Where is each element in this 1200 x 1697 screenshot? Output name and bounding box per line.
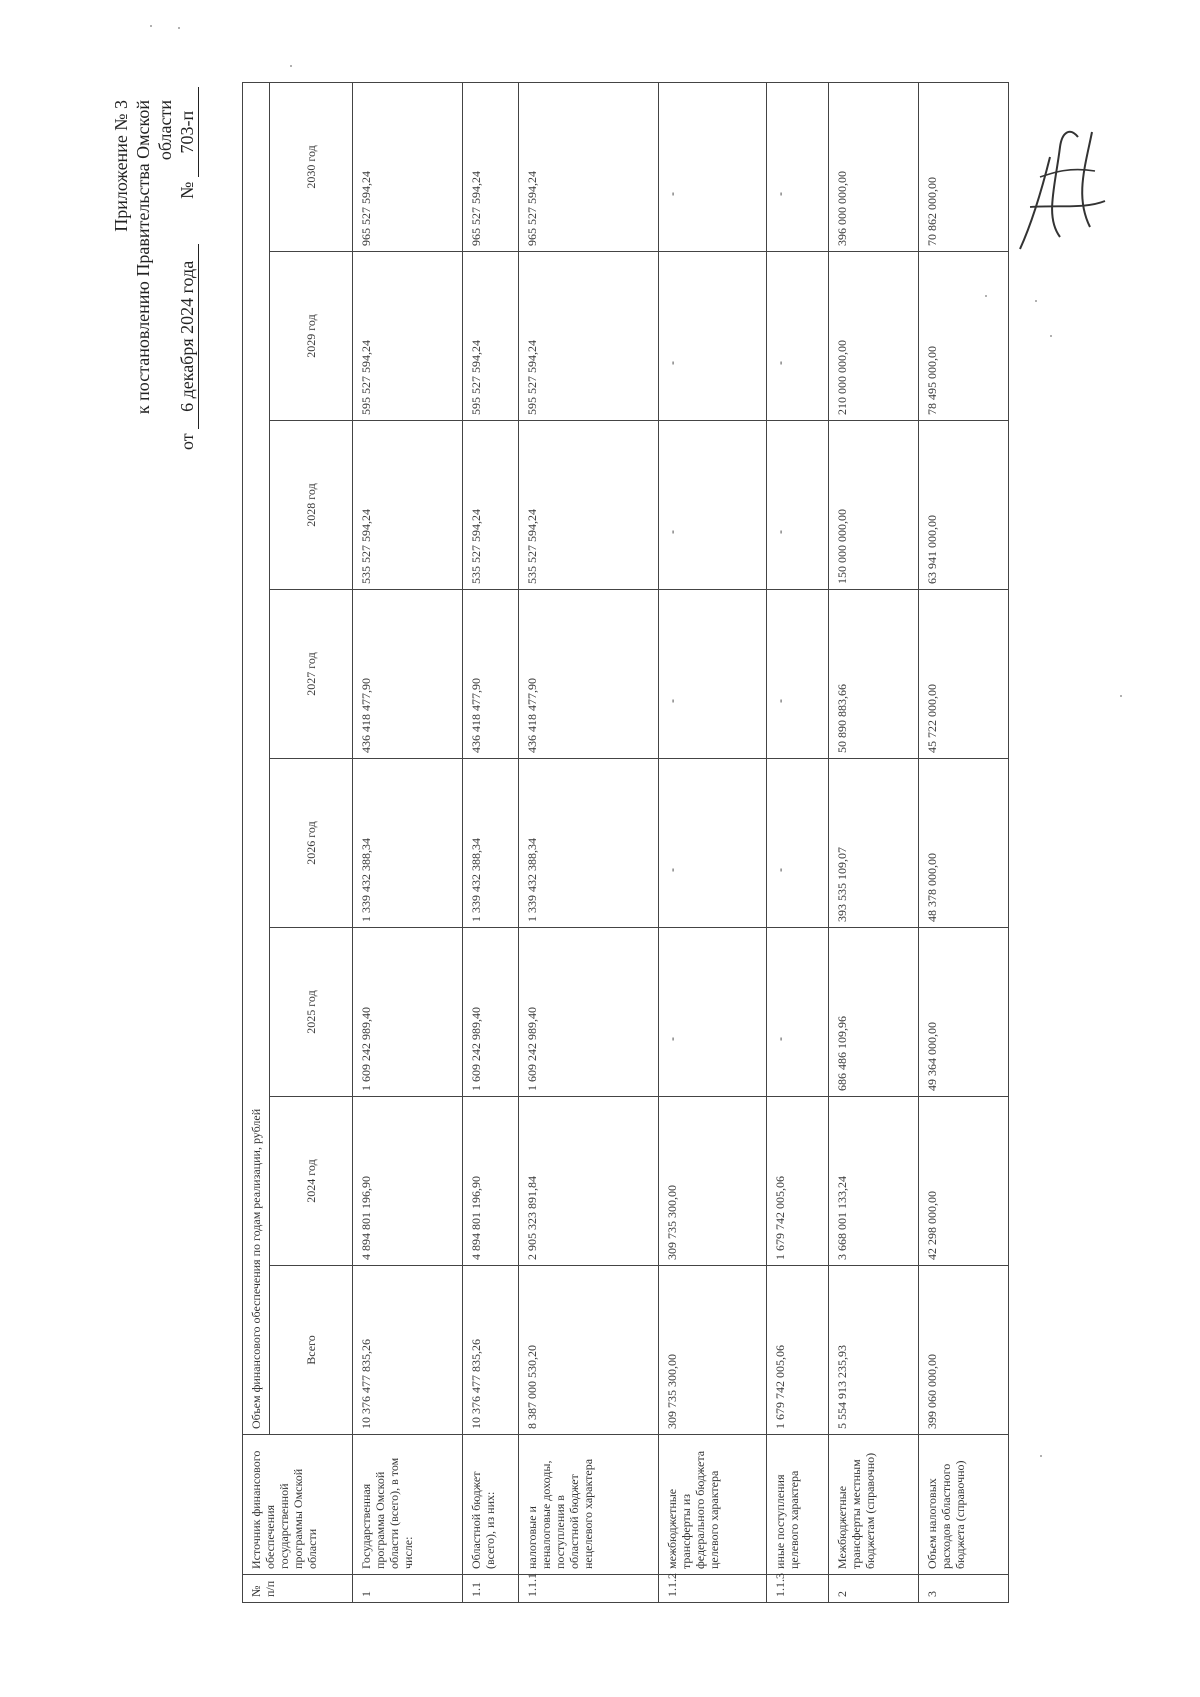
row-value bbox=[767, 590, 829, 759]
value-dash: - bbox=[773, 868, 787, 872]
row-source: межбюджетные трансферты из федерального бюджета целевого характера bbox=[659, 1435, 767, 1575]
row-number: 3 bbox=[919, 1575, 1009, 1603]
year-header-row bbox=[270, 82, 353, 1602]
table-row bbox=[659, 82, 767, 1602]
row-source: Объем налоговых расходов областного бюджета (справочно) bbox=[919, 1435, 1009, 1575]
row-value: 686 486 109,96 bbox=[829, 928, 919, 1097]
value-dash: - bbox=[665, 361, 679, 365]
row-source: Государственная программа Омской области (всего), в том числе: bbox=[353, 1435, 463, 1575]
row-value: 150 000 000,00 bbox=[829, 421, 919, 590]
row-value bbox=[659, 421, 767, 590]
row-value: 63 941 000,00 bbox=[919, 421, 1009, 590]
row-value: 436 418 477,90 bbox=[463, 590, 519, 759]
row-value: 5 554 913 235,93 bbox=[829, 1266, 919, 1435]
row-value bbox=[767, 928, 829, 1097]
row-number: 2 bbox=[829, 1575, 919, 1603]
row-value: 78 495 000,00 bbox=[919, 252, 1009, 421]
col-source-header: Источник финансового обеспечения государственной программы Омской области bbox=[243, 1435, 353, 1575]
year-header: Всего bbox=[270, 1266, 353, 1435]
value-dash: - bbox=[773, 361, 787, 365]
value-dash: - bbox=[665, 530, 679, 534]
row-value: 8 387 000 530,20 bbox=[519, 1266, 659, 1435]
decree-date-number bbox=[176, 100, 199, 460]
decree-reference: к постановлению Правительства Омской области bbox=[133, 100, 175, 415]
row-value: 436 418 477,90 bbox=[519, 590, 659, 759]
appendix-header bbox=[110, 100, 199, 460]
row-value bbox=[767, 759, 829, 928]
year-header: 2028 год bbox=[270, 421, 353, 590]
year-header: 2029 год bbox=[270, 252, 353, 421]
row-value: 4 894 801 196,90 bbox=[353, 1097, 463, 1266]
row-value: 595 527 594,24 bbox=[353, 252, 463, 421]
row-source: налоговые и неналоговые доходы, поступления в областной бюджет нецелевого характера bbox=[519, 1435, 659, 1575]
row-value: 1 339 432 388,34 bbox=[463, 759, 519, 928]
table-row bbox=[919, 82, 1009, 1602]
row-value: 396 000 000,00 bbox=[829, 82, 919, 251]
row-value: 210 000 000,00 bbox=[829, 252, 919, 421]
table-row bbox=[463, 82, 519, 1602]
row-value bbox=[659, 759, 767, 928]
year-header: 2024 год bbox=[270, 1097, 353, 1266]
decree-date: 6 декабря 2024 года bbox=[176, 244, 199, 429]
row-value: 535 527 594,24 bbox=[353, 421, 463, 590]
row-value: 1 609 242 989,40 bbox=[353, 928, 463, 1097]
row-number: 1.1.1 bbox=[519, 1575, 659, 1603]
row-value: 3 668 001 133,24 bbox=[829, 1097, 919, 1266]
value-dash: - bbox=[773, 699, 787, 703]
row-value: 535 527 594,24 bbox=[463, 421, 519, 590]
value-dash: - bbox=[665, 192, 679, 196]
value-dash: - bbox=[665, 1037, 679, 1041]
row-value bbox=[659, 590, 767, 759]
row-value: 42 298 000,00 bbox=[919, 1097, 1009, 1266]
table-row bbox=[353, 82, 463, 1602]
row-value: 1 339 432 388,34 bbox=[353, 759, 463, 928]
row-value bbox=[659, 82, 767, 251]
table-row bbox=[519, 82, 659, 1602]
row-value: 1 609 242 989,40 bbox=[463, 928, 519, 1097]
year-header: 2030 год bbox=[270, 82, 353, 251]
row-value: 393 535 109,07 bbox=[829, 759, 919, 928]
row-value: 965 527 594,24 bbox=[463, 82, 519, 251]
row-value: 965 527 594,24 bbox=[519, 82, 659, 251]
row-value: 1 609 242 989,40 bbox=[519, 928, 659, 1097]
value-dash: - bbox=[773, 192, 787, 196]
row-value bbox=[659, 252, 767, 421]
row-value: 535 527 594,24 bbox=[519, 421, 659, 590]
row-value: 1 679 742 005,06 bbox=[767, 1097, 829, 1266]
row-value bbox=[659, 928, 767, 1097]
row-value: 70 862 000,00 bbox=[919, 82, 1009, 251]
year-header: 2025 год bbox=[270, 928, 353, 1097]
value-dash: - bbox=[665, 868, 679, 872]
date-prefix: от bbox=[177, 433, 197, 450]
row-number: 1.1.3 bbox=[767, 1575, 829, 1603]
decree-number: 703-п bbox=[176, 87, 199, 177]
row-number: 1.1 bbox=[463, 1575, 519, 1603]
row-value: 48 378 000,00 bbox=[919, 759, 1009, 928]
row-value bbox=[767, 82, 829, 251]
value-dash: - bbox=[773, 530, 787, 534]
row-value: 595 527 594,24 bbox=[519, 252, 659, 421]
row-number: 1 bbox=[353, 1575, 463, 1603]
table-row bbox=[767, 82, 829, 1602]
row-value: 45 722 000,00 bbox=[919, 590, 1009, 759]
row-value bbox=[767, 252, 829, 421]
row-value: 49 364 000,00 bbox=[919, 928, 1009, 1097]
row-value bbox=[767, 421, 829, 590]
row-value: 965 527 594,24 bbox=[353, 82, 463, 251]
year-header: 2026 год bbox=[270, 759, 353, 928]
row-value: 1 679 742 005,06 bbox=[767, 1266, 829, 1435]
table-header-row bbox=[243, 82, 270, 1602]
row-value: 436 418 477,90 bbox=[353, 590, 463, 759]
handwritten-signature bbox=[1000, 117, 1120, 267]
row-value: 595 527 594,24 bbox=[463, 252, 519, 421]
col-num-header: № п/п bbox=[243, 1575, 353, 1603]
year-header: 2027 год bbox=[270, 590, 353, 759]
row-value: 309 735 300,00 bbox=[659, 1097, 767, 1266]
funding-group-header: Объем финансового обеспечения по годам реализации, рублей bbox=[243, 82, 270, 1434]
row-value: 2 905 323 891,84 bbox=[519, 1097, 659, 1266]
row-number: 1.1.2 bbox=[659, 1575, 767, 1603]
row-value: 10 376 477 835,26 bbox=[463, 1266, 519, 1435]
row-value: 4 894 801 196,90 bbox=[463, 1097, 519, 1266]
row-value: 1 339 432 388,34 bbox=[519, 759, 659, 928]
row-source: иные поступления целевого характера bbox=[767, 1435, 829, 1575]
row-value: 10 376 477 835,26 bbox=[353, 1266, 463, 1435]
table-row bbox=[829, 82, 919, 1602]
value-dash: - bbox=[665, 699, 679, 703]
row-value: 399 060 000,00 bbox=[919, 1266, 1009, 1435]
appendix-title: Приложение № 3 bbox=[111, 100, 131, 232]
row-value: 309 735 300,00 bbox=[659, 1266, 767, 1435]
row-value: 50 890 883,66 bbox=[829, 590, 919, 759]
row-source: Межбюджетные трансферты местным бюджетам (справочно) bbox=[829, 1435, 919, 1575]
row-source: Областной бюджет (всего), из них: bbox=[463, 1435, 519, 1575]
funding-table bbox=[242, 82, 1009, 1603]
number-prefix: № bbox=[177, 181, 197, 199]
value-dash: - bbox=[773, 1037, 787, 1041]
